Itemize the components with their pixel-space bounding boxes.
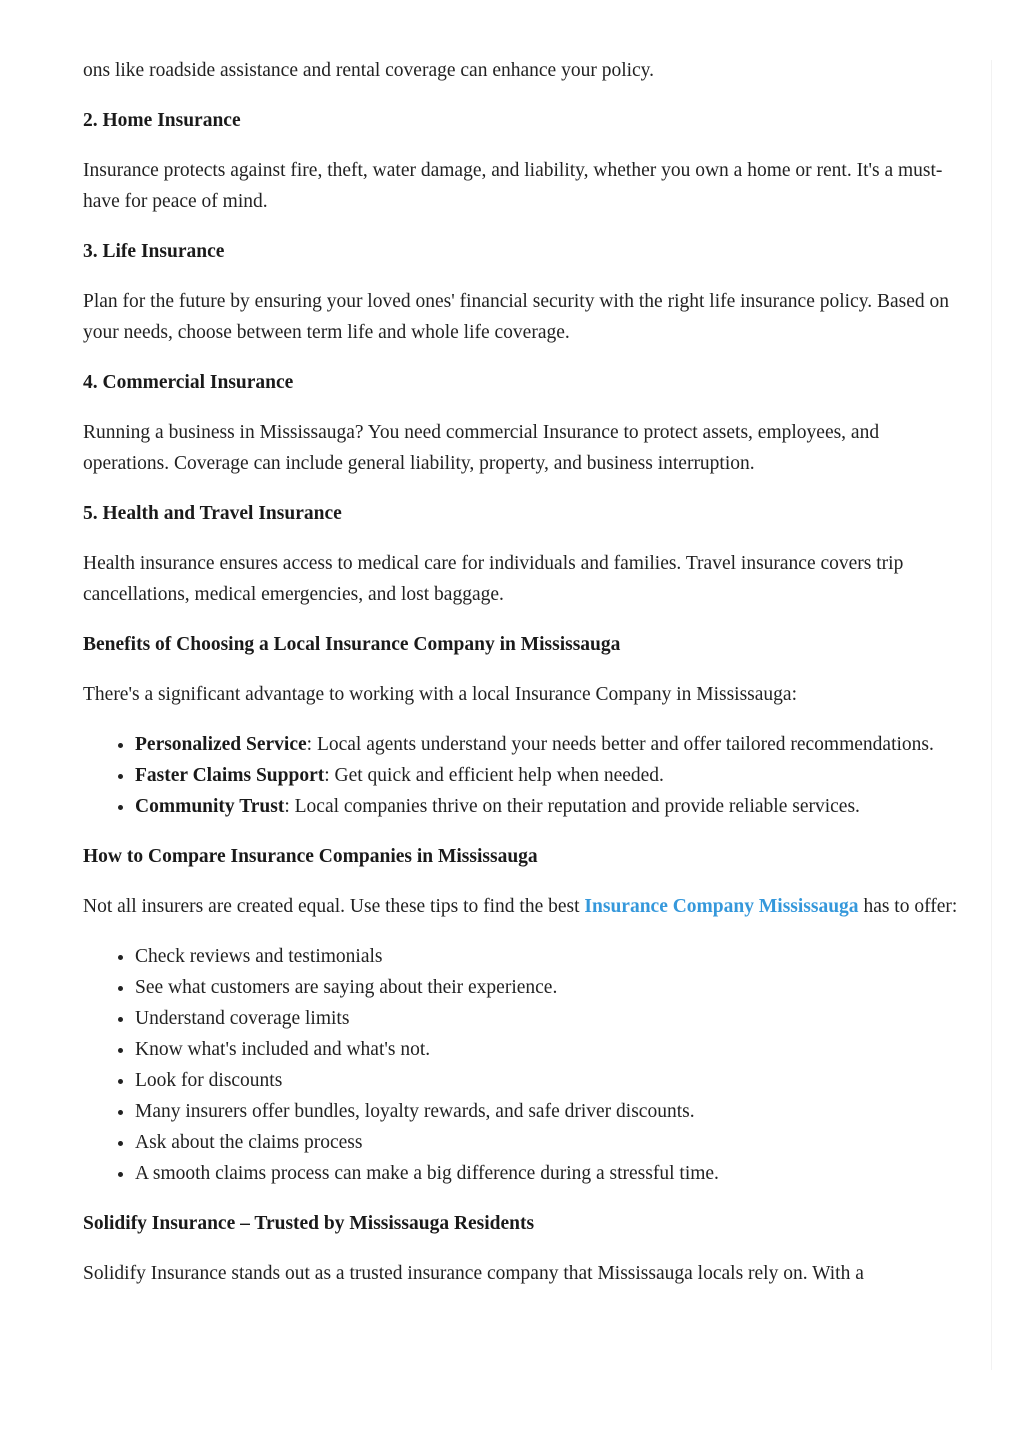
page-edge-divider (991, 60, 992, 1370)
compare-tips-list (83, 941, 965, 1189)
list-item (135, 760, 965, 791)
insurance-company-mississauga-link[interactable]: Insurance Company Mississauga (584, 896, 859, 917)
benefit-term: Faster Claims Support (135, 765, 325, 786)
benefit-text: : Local agents understand your needs better and offer tailored recommendations. (306, 734, 934, 755)
list-item: • Look for discounts (135, 1065, 965, 1096)
compare-intro (83, 891, 965, 922)
section-body-commercial: Running a business in Mississauga? You need commercial Insurance to protect assets, employees, and operations. Coverage can include general liability, property, and business interruption. (83, 422, 880, 474)
intro-fragment: ons like roadside assistance and rental coverage can enhance your policy. (83, 60, 655, 81)
solidify-heading: Solidify Insurance – Trusted by Mississauga Residents (83, 1213, 535, 1234)
list-item: • Know what's included and what's not. (135, 1034, 965, 1065)
list-item: • Understand coverage limits (135, 1003, 965, 1034)
list-item: • A smooth claims process can make a big difference during a stressful time. (135, 1158, 965, 1189)
compare-heading: How to Compare Insurance Companies in Mississauga (83, 846, 538, 867)
solidify-body: Solidify Insurance stands out as a trusted insurance company that Mississauga locals rely on. With a (83, 1263, 864, 1284)
list-item: • Check reviews and testimonials (135, 941, 965, 972)
section-body-home: Insurance protects against fire, theft, water damage, and liability, whether you own a home or rent. It's a must-have for peace of mind. (83, 160, 943, 212)
section-body-life: Plan for the future by ensuring your loved ones' financial security with the right life insurance policy. Based on your needs, choose between term life and whole life coverage. (83, 291, 949, 343)
benefit-term: Community Trust (135, 796, 285, 817)
list-item: • Many insurers offer bundles, loyalty rewards, and safe driver discounts. (135, 1096, 965, 1127)
list-item (135, 791, 965, 822)
section-heading-life: 3. Life Insurance (83, 241, 225, 262)
section-body-health-travel: Health insurance ensures access to medical care for individuals and families. Travel insurance covers trip cancellations, medical emergencies, and lost baggage. (83, 553, 904, 605)
list-item (135, 729, 965, 760)
benefit-text: : Get quick and efficient help when needed. (324, 765, 664, 786)
benefits-intro: There's a significant advantage to working with a local Insurance Company in Mississauga: (83, 684, 797, 705)
section-heading-commercial: 4. Commercial Insurance (83, 372, 294, 393)
compare-intro-after: has to offer: (858, 896, 958, 917)
list-item: • Ask about the claims process (135, 1127, 965, 1158)
benefit-term: Personalized Service (135, 734, 307, 755)
compare-intro-before: Not all insurers are created equal. Use these tips to find the best (83, 896, 585, 917)
article-content (83, 55, 965, 1308)
benefits-heading: Benefits of Choosing a Local Insurance Company in Mississauga (83, 634, 621, 655)
section-heading-home: 2. Home Insurance (83, 110, 241, 131)
list-item: • See what customers are saying about their experience. (135, 972, 965, 1003)
benefit-text: : Local companies thrive on their reputation and provide reliable services. (284, 796, 860, 817)
section-heading-health-travel: 5. Health and Travel Insurance (83, 503, 342, 524)
benefits-list (83, 729, 965, 822)
